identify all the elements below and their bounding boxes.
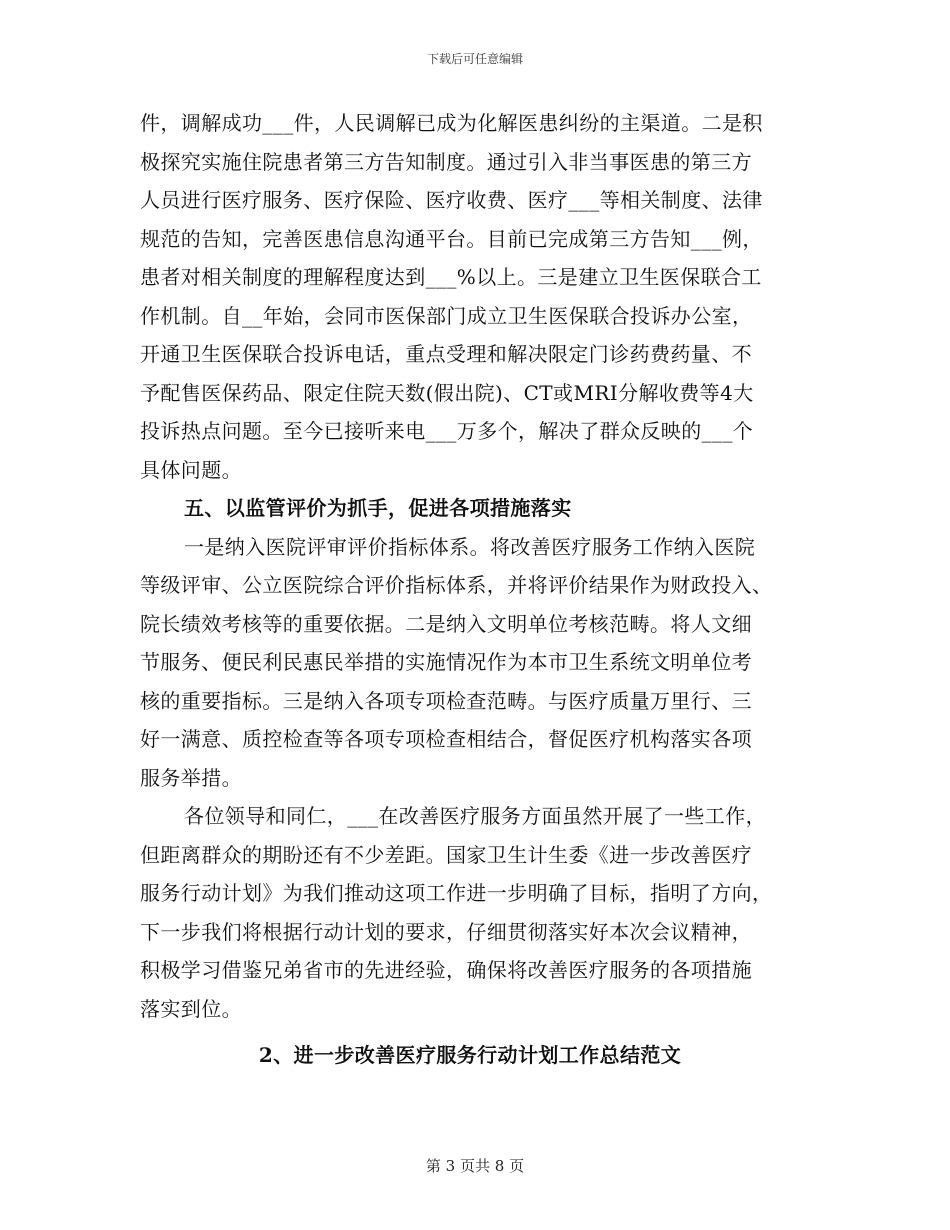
paragraph-2-line: 等级评审、公立医院综合评价指标体系，并将评价结果作为财政投入、: [140, 573, 773, 597]
paragraph-1-line: 投诉热点问题。至今已接听来电___万多个，解决了群众反映的___个: [140, 419, 754, 443]
paragraph-1-line: 作机制。自__年始，会同市医保部门成立卫生医保联合投诉办公室，: [140, 303, 753, 328]
paragraph-2-line: 服务举措。: [140, 765, 242, 790]
paragraph-1-line: 患者对相关制度的理解程度达到___%以上。三是建立卫生医保联合工: [140, 265, 762, 289]
paragraph-2-line: 节服务、便民利民惠民举措的实施情况作为本市卫生系统文明单位考: [140, 650, 752, 674]
paragraph-3-line: 落实到位。: [140, 996, 242, 1021]
paragraph-1-line: 件，调解成功___件，人民调解已成为化解医患纠纷的主渠道。二是积: [140, 111, 763, 135]
paragraph-1: [140, 104, 800, 489]
paragraph-1-line: 人员进行医疗服务、医疗保险、医疗收费、医疗___等相关制度、法律: [140, 188, 763, 212]
paragraph-3-line: 但距离群众的期盼还有不少差距。国家卫生计生委《进一步改善医疗: [140, 842, 752, 867]
paragraph-2-line: 核的重要指标。三是纳入各项专项检查范畴。与医疗质量万里行、三: [140, 688, 752, 713]
paragraph-3-line: 积极学习借鉴兄弟省市的先进经验，确保将改善医疗服务的各项措施: [140, 958, 752, 982]
paragraph-3-line: 下一步我们将根据行动计划的要求，仔细贯彻落实好本次会议精神，: [140, 919, 752, 944]
paragraph-1-line: 规范的告知，完善医患信息沟通平台。目前已完成第三方告知___例，: [140, 226, 763, 251]
page-header: 下载后可任意编辑: [426, 52, 523, 66]
paragraph-1-line: 予配售医保药品、限定住院天数(假出院)、CT或MRI分解收费等4大: [140, 380, 754, 405]
paragraph-2: [140, 528, 800, 798]
paragraph-3-line: 服务行动计划》为我们推动这项工作进一步明确了目标，指明了方向，: [140, 881, 773, 905]
paragraph-3: [140, 797, 800, 1028]
paragraph-3-line: 各位领导和同仁，___在改善医疗服务方面虽然开展了一些工作，: [184, 804, 766, 828]
paragraph-1-line: 开通卫生医保联合投诉电话，重点受理和解决限定门诊药费药量、不: [140, 342, 752, 366]
section-heading-5: 五、以监管评价为抓手，促进各项措施落实: [184, 496, 572, 520]
paragraph-2-line: 好一满意、质控检查等各项专项检查相结合，督促医疗机构落实各项: [140, 727, 752, 751]
paragraph-2-line: 院长绩效考核等的重要依据。二是纳入文明单位考核范畴。将人文细: [140, 611, 752, 636]
paragraph-1-line: 极探究实施住院患者第三方告知制度。通过引入非当事医患的第三方: [140, 149, 752, 174]
paragraph-1-line: 具体问题。: [140, 457, 242, 482]
page-footer: 第 3 页共 8 页: [425, 1157, 525, 1175]
document-body: [140, 104, 800, 1075]
section-subtitle: 2、进一步改善医疗服务行动计划工作总结范文: [258, 1043, 682, 1067]
paragraph-2-line: 一是纳入医院评审评价指标体系。将改善医疗服务工作纳入医院: [184, 534, 756, 559]
